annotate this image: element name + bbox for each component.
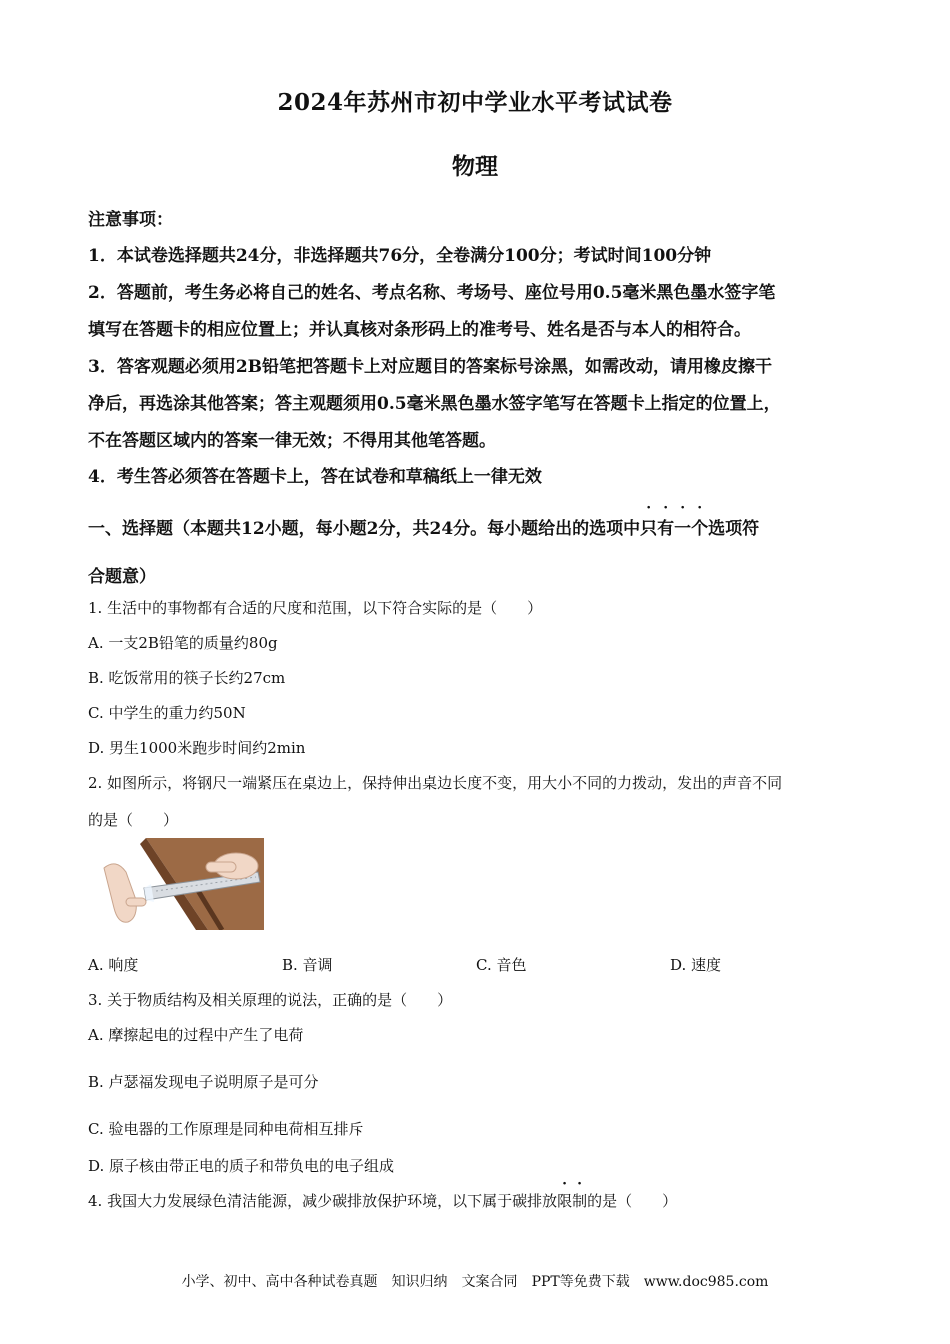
emphasis-char: 个 <box>691 519 709 539</box>
q3-option-b: B. 卢瑟福发现电子说明原子是可分 <box>88 1073 319 1091</box>
page-title: 2024年苏州市初中学业水平考试试卷 <box>277 89 673 116</box>
note-2-line-1: 2．答题前，考生务必将自己的姓名、考点名称、考场号、座位号用0.5毫米黑色墨水签字笔 <box>88 283 776 303</box>
footer-text: 小学、初中、高中各种试卷真题 <box>181 1274 378 1290</box>
emphasis-char: 一 <box>674 519 692 539</box>
q2-stem-line-1: 2. 如图所示，将钢尺一端紧压在桌边上，保持伸出桌边长度不变，用大小不同的力拨动，发出的声音不同 <box>88 774 783 792</box>
note-4: 4．考生答必须答在答题卡上，答在试卷和草稿纸上一律无效 <box>88 467 542 487</box>
note-3-line-3: 不在答题区域内的答案一律无效；不得用其他笔答题。 <box>88 431 496 451</box>
q3-stem: 3. 关于物质结构及相关原理的说法，正确的是（ ） <box>88 991 453 1009</box>
q1-option-d: D. 男生1000米跑步时间约2min <box>88 739 306 757</box>
ruler-on-table-figure <box>96 838 264 930</box>
emphasis-char: 制 <box>572 1192 588 1210</box>
emphasis-char: 只 <box>640 519 658 539</box>
footer-text: 知识归纳 <box>391 1274 448 1290</box>
q1-stem: 1. 生活中的事物都有合适的尺度和范围，以下符合实际的是（ ） <box>88 599 543 617</box>
q1-option-c: C. 中学生的重力约50N <box>88 704 246 722</box>
note-2-line-2: 填写在答题卡的相应位置上；并认真核对条形码上的准考号、姓名是否与本人的相符合。 <box>88 320 751 340</box>
section-heading-line-2: 合题意） <box>88 567 156 587</box>
q2-option-c: C. 音色 <box>476 956 527 974</box>
note-1: 1．本试卷选择题共24分，非选择题共76分，全卷满分100分；考试时间100分钟 <box>88 246 712 266</box>
q1-option-a: A. 一支2B铅笔的质量约80g <box>88 634 278 652</box>
q2-option-a: A. 响度 <box>88 956 139 974</box>
emphasis-char: 限 <box>557 1192 573 1210</box>
section-heading: 一、选择题（本题共12小题，每小题2分，共24分。每小题给出的选项中只有一个选项符 <box>88 514 759 539</box>
q3-option-c: C. 验电器的工作原理是同种电荷相互排斥 <box>88 1120 364 1138</box>
footer-text: 文案合同 <box>461 1274 518 1290</box>
q2-option-d: D. 速度 <box>670 956 722 974</box>
footer-text: PPT等免费下载 <box>531 1274 630 1290</box>
q2-option-b: B. 音调 <box>282 956 333 974</box>
footer-link[interactable]: www.doc985.com <box>643 1274 769 1290</box>
q3-option-d: D. 原子核由带正电的质子和带负电的电子组成 <box>88 1157 395 1175</box>
emphasis-char: 有 <box>657 519 675 539</box>
q3-option-a: A. 摩擦起电的过程中产生了电荷 <box>88 1026 304 1044</box>
note-3-line-1: 3．答客观题必须用2B铅笔把答题卡上对应题目的答案标号涂黑，如需改动，请用橡皮擦干 <box>88 357 773 377</box>
note-3-line-2: 净后，再选涂其他答案；答主观题须用0.5毫米黑色墨水签字笔写在答题卡上指定的位置上， <box>88 394 781 414</box>
q4-stem: 4. 我国大力发展绿色清洁能源，减少碳排放保护环境，以下属于碳排放限制的是（ ） <box>88 1192 678 1210</box>
page-footer <box>0 1271 950 1291</box>
q2-stem-line-2: 的是（ ） <box>88 811 179 829</box>
notes-heading: 注意事项： <box>88 210 173 230</box>
q1-option-b: B. 吃饭常用的筷子长约27cm <box>88 669 286 687</box>
subject-title: 物理 <box>452 153 498 180</box>
